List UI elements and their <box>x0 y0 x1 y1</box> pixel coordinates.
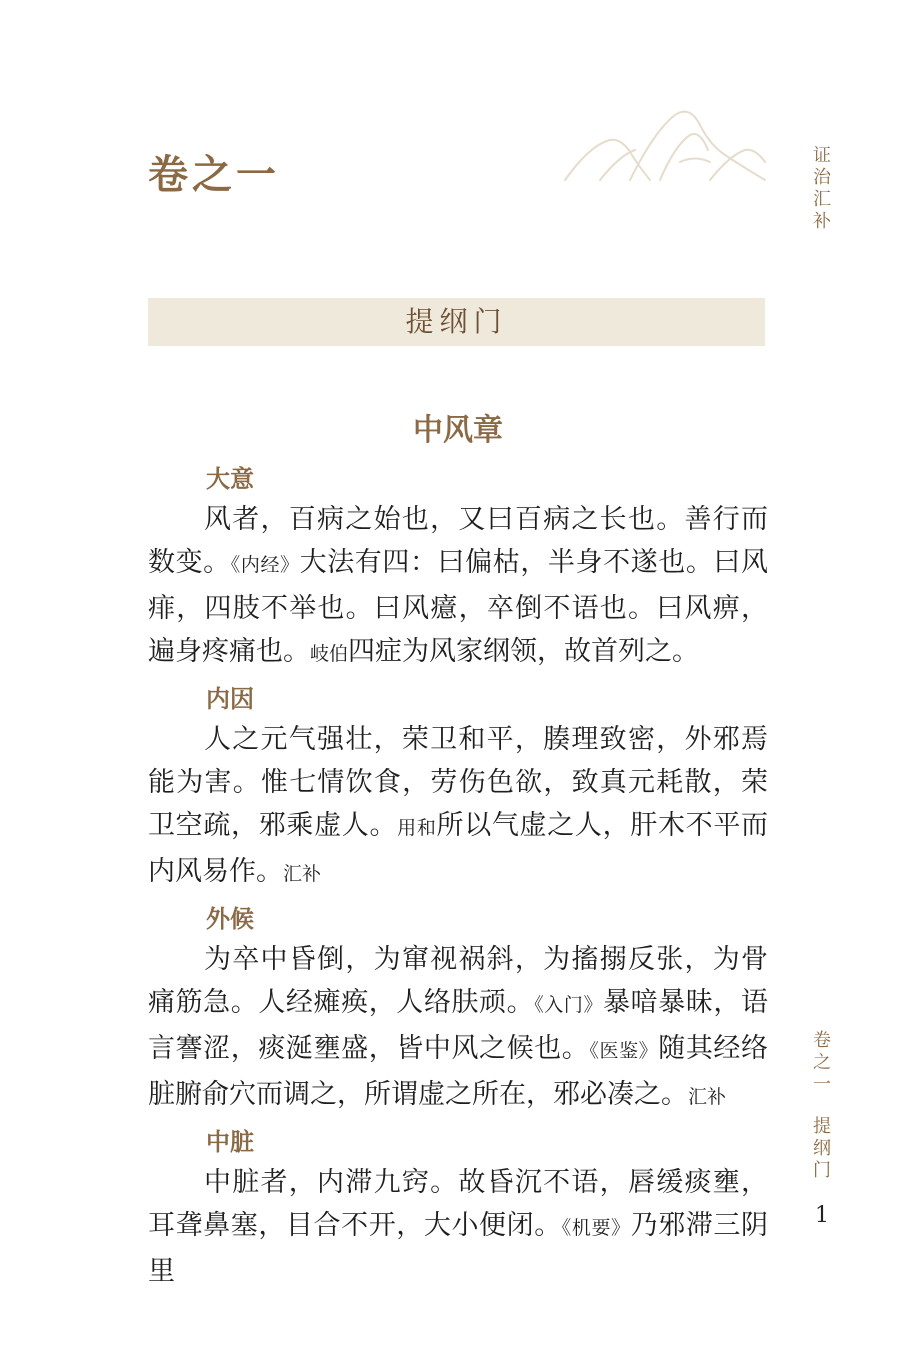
paragraph <box>148 718 768 896</box>
paragraph <box>148 938 768 1119</box>
text-segment: 风者，百病之始也，又曰百病之长也。善行而数变。 <box>148 504 768 578</box>
subsection-heading: 内因 <box>206 684 254 713</box>
text-segment: 所以气虚之人，肝木不平而内风易作。 <box>148 810 769 887</box>
section-banner: 提纲门 <box>148 298 765 346</box>
subsection-heading: 中脏 <box>206 1127 254 1156</box>
subsection-heading: 大意 <box>206 464 254 493</box>
source-citation: 汇补 <box>688 1086 727 1108</box>
chapter-title: 中风章 <box>413 413 503 448</box>
paragraph <box>148 1161 768 1293</box>
source-citation: 《医鉴》 <box>589 1040 659 1062</box>
source-citation: 汇补 <box>283 863 322 885</box>
text-segment: 暴喑暴昧，语言謇涩，痰涎壅盛，皆中风之候也。 <box>148 987 769 1064</box>
page-number: 1 <box>815 1203 829 1228</box>
paragraph <box>148 498 768 676</box>
source-citation: 《入门》 <box>534 994 604 1016</box>
text-segment: 大法有四：曰偏枯，半身不遂也。曰风痱，四肢不举也。曰风癔，卒倒不语也。曰风痹，遍身疼痛也。 <box>148 547 769 667</box>
subsection-heading: 外候 <box>206 904 254 933</box>
book-title-vertical: 证 治 汇 补 <box>813 145 831 232</box>
text-segment: 中脏者，内滞九窍。故昏沉不语，唇缓痰壅，耳聋鼻塞，目合不开，大小便闭。 <box>148 1167 768 1241</box>
source-citation: 《机要》 <box>561 1217 631 1239</box>
text-segment: 乃邪滞三阴里 <box>148 1210 769 1287</box>
text-segment: 人之元气强壮，荣卫和平，腠理致密，外邪焉能为害。惟七情饮食，劳伤色欲，致真元耗散，荣卫空疏，邪乘虚人。 <box>148 724 768 841</box>
text-segment: 四症为风家纲领，故首列之。 <box>348 636 700 667</box>
source-citation: 岐伯 <box>310 643 349 665</box>
chapter-label-vertical: 卷 之 一 提 纲 门 <box>813 1030 831 1181</box>
main-text <box>148 410 768 1293</box>
volume-title: 卷之一 <box>148 151 280 198</box>
text-blocks <box>148 462 768 1293</box>
text-segment: 为卒中昏倒，为窜视祸斜，为搐搦反张，为骨痛筋急。人经瘫痪，人络肤顽。 <box>148 944 768 1018</box>
source-citation: 用和 <box>397 817 437 839</box>
source-citation: 《内经》 <box>230 554 300 576</box>
text-segment: 随其经络脏腑俞穴而调之，所谓虚之所在，邪必凑之。 <box>148 1033 769 1110</box>
mountain-decoration-icon <box>560 100 770 190</box>
